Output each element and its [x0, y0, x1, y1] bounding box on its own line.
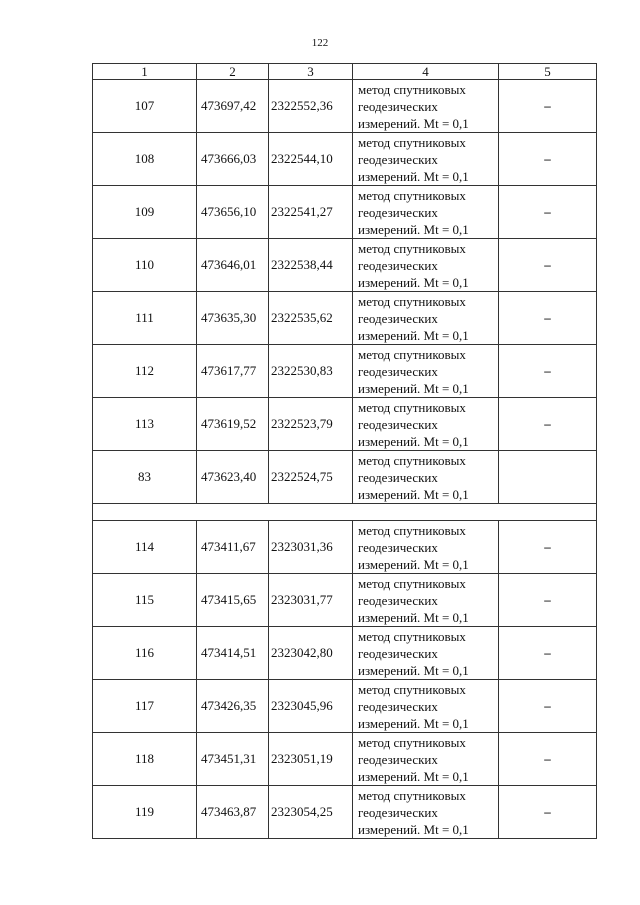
point-number-cell: 119 [93, 786, 197, 839]
method-text-line: метод спутниковых [358, 575, 466, 591]
method-text-line: метод спутниковых [358, 452, 466, 468]
y-coordinate-cell: 2323045,96 [269, 680, 353, 733]
method-text-line: измерений. Mt = 0,1 [358, 274, 469, 290]
point-number-cell: 114 [93, 521, 197, 574]
point-number-cell: 112 [93, 345, 197, 398]
method-text-line: измерений. Mt = 0,1 [358, 715, 469, 731]
note-cell: – [499, 292, 597, 345]
column-header-2: 2 [197, 64, 269, 80]
y-coordinate-cell: 2322538,44 [269, 239, 353, 292]
table-row [93, 345, 597, 398]
table-row [93, 786, 597, 839]
method-text-line: геодезических [358, 310, 438, 326]
note-cell: – [499, 574, 597, 627]
method-cell [353, 133, 499, 186]
method-cell [353, 680, 499, 733]
coordinates-table [92, 63, 597, 839]
method-text-line: метод спутниковых [358, 399, 466, 415]
method-text-line: метод спутниковых [358, 346, 466, 362]
point-number-cell: 113 [93, 398, 197, 451]
method-cell [353, 627, 499, 680]
y-coordinate-cell: 2322523,79 [269, 398, 353, 451]
table-row [93, 627, 597, 680]
x-coordinate-cell: 473414,51 [197, 627, 269, 680]
y-coordinate-cell: 2322544,10 [269, 133, 353, 186]
x-coordinate-cell: 473635,30 [197, 292, 269, 345]
method-text-line: геодезических [358, 151, 438, 167]
x-coordinate-cell: 473697,42 [197, 80, 269, 133]
method-cell [353, 733, 499, 786]
method-text-line: измерений. Mt = 0,1 [358, 380, 469, 396]
column-header-3: 3 [269, 64, 353, 80]
point-number-cell: 116 [93, 627, 197, 680]
point-number-cell: 108 [93, 133, 197, 186]
method-text-line: измерений. Mt = 0,1 [358, 821, 469, 837]
x-coordinate-cell: 473426,35 [197, 680, 269, 733]
note-cell: – [499, 80, 597, 133]
method-cell [353, 574, 499, 627]
y-coordinate-cell: 2323051,19 [269, 733, 353, 786]
table-row [93, 733, 597, 786]
method-text-line: геодезических [358, 204, 438, 220]
group-separator-cell [93, 504, 597, 521]
method-text-line: метод спутниковых [358, 787, 466, 803]
table-row [93, 451, 597, 504]
y-coordinate-cell: 2322552,36 [269, 80, 353, 133]
table-header [93, 64, 597, 80]
method-text-line: геодезических [358, 592, 438, 608]
table-row [93, 574, 597, 627]
note-cell [499, 451, 597, 504]
y-coordinate-cell: 2322541,27 [269, 186, 353, 239]
method-text-line: измерений. Mt = 0,1 [358, 609, 469, 625]
table-row [93, 239, 597, 292]
method-cell [353, 80, 499, 133]
y-coordinate-cell: 2323031,36 [269, 521, 353, 574]
y-coordinate-cell: 2322524,75 [269, 451, 353, 504]
method-text-line: геодезических [358, 751, 438, 767]
y-coordinate-cell: 2322535,62 [269, 292, 353, 345]
x-coordinate-cell: 473666,03 [197, 133, 269, 186]
y-coordinate-cell: 2323042,80 [269, 627, 353, 680]
note-cell: – [499, 680, 597, 733]
method-cell [353, 451, 499, 504]
note-cell: – [499, 186, 597, 239]
x-coordinate-cell: 473415,65 [197, 574, 269, 627]
x-coordinate-cell: 473646,01 [197, 239, 269, 292]
note-cell: – [499, 239, 597, 292]
method-text-line: метод спутниковых [358, 134, 466, 150]
group-separator-row [93, 504, 597, 521]
point-number-cell: 118 [93, 733, 197, 786]
y-coordinate-cell: 2322530,83 [269, 345, 353, 398]
method-text-line: измерений. Mt = 0,1 [358, 327, 469, 343]
x-coordinate-cell: 473623,40 [197, 451, 269, 504]
method-text-line: геодезических [358, 416, 438, 432]
x-coordinate-cell: 473411,67 [197, 521, 269, 574]
column-header-5: 5 [499, 64, 597, 80]
method-text-line: метод спутниковых [358, 522, 466, 538]
point-number-cell: 83 [93, 451, 197, 504]
method-text-line: метод спутниковых [358, 628, 466, 644]
note-cell: – [499, 521, 597, 574]
method-cell [353, 521, 499, 574]
method-text-line: метод спутниковых [358, 734, 466, 750]
table-row [93, 292, 597, 345]
point-number-cell: 111 [93, 292, 197, 345]
note-cell: – [499, 627, 597, 680]
table-row [93, 186, 597, 239]
point-number-cell: 110 [93, 239, 197, 292]
method-text-line: измерений. Mt = 0,1 [358, 556, 469, 572]
page-number: 122 [311, 37, 329, 49]
table-row [93, 521, 597, 574]
method-text-line: метод спутниковых [358, 681, 466, 697]
method-text-line: геодезических [358, 469, 438, 485]
method-text-line: измерений. Mt = 0,1 [358, 433, 469, 449]
x-coordinate-cell: 473656,10 [197, 186, 269, 239]
method-text-line: геодезических [358, 645, 438, 661]
method-text-line: измерений. Mt = 0,1 [358, 115, 469, 131]
note-cell: – [499, 786, 597, 839]
note-cell: – [499, 345, 597, 398]
point-number-cell: 115 [93, 574, 197, 627]
method-text-line: измерений. Mt = 0,1 [358, 662, 469, 678]
method-text-line: геодезических [358, 98, 438, 114]
y-coordinate-cell: 2323054,25 [269, 786, 353, 839]
method-text-line: метод спутниковых [358, 293, 466, 309]
method-cell [353, 345, 499, 398]
point-number-cell: 107 [93, 80, 197, 133]
x-coordinate-cell: 473451,31 [197, 733, 269, 786]
method-text-line: измерений. Mt = 0,1 [358, 768, 469, 784]
table-body [93, 80, 597, 839]
table-row [93, 80, 597, 133]
method-text-line: геодезических [358, 539, 438, 555]
method-text-line: геодезических [358, 804, 438, 820]
method-text-line: метод спутниковых [358, 240, 466, 256]
column-header-1: 1 [93, 64, 197, 80]
method-text-line: геодезических [358, 698, 438, 714]
note-cell: – [499, 133, 597, 186]
x-coordinate-cell: 473619,52 [197, 398, 269, 451]
note-cell: – [499, 398, 597, 451]
table-row [93, 133, 597, 186]
method-cell [353, 186, 499, 239]
method-text-line: геодезических [358, 363, 438, 379]
column-header-4: 4 [353, 64, 499, 80]
method-text-line: измерений. Mt = 0,1 [358, 168, 469, 184]
method-text-line: метод спутниковых [358, 81, 466, 97]
point-number-cell: 117 [93, 680, 197, 733]
method-text-line: измерений. Mt = 0,1 [358, 221, 469, 237]
y-coordinate-cell: 2323031,77 [269, 574, 353, 627]
method-cell [353, 292, 499, 345]
method-cell [353, 398, 499, 451]
table-row [93, 398, 597, 451]
note-cell: – [499, 733, 597, 786]
table-row [93, 680, 597, 733]
method-text-line: измерений. Mt = 0,1 [358, 486, 469, 502]
method-text-line: геодезических [358, 257, 438, 273]
point-number-cell: 109 [93, 186, 197, 239]
method-cell [353, 239, 499, 292]
x-coordinate-cell: 473463,87 [197, 786, 269, 839]
method-text-line: метод спутниковых [358, 187, 466, 203]
method-cell [353, 786, 499, 839]
x-coordinate-cell: 473617,77 [197, 345, 269, 398]
